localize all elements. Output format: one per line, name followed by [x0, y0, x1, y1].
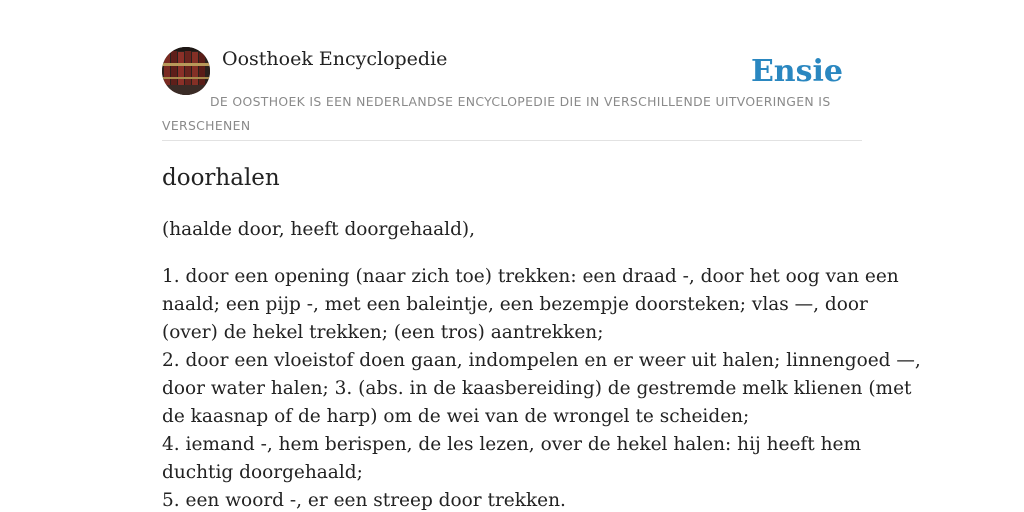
definition-line: de kaasnap of de harp) om de wei van de wrongel te scheiden;: [162, 406, 750, 427]
definition-line: 5. een woord -, er een streep door trekken.: [162, 490, 566, 511]
definition-line: 4. iemand -, hem berispen, de les lezen, over de hekel halen: hij heeft hem: [162, 434, 861, 455]
definition-line: 2. door een vloeistof doen gaan, indompelen en er weer uit halen; linnengoed —,: [162, 350, 921, 371]
site-name[interactable]: Oosthoek Encyclopedie: [222, 48, 448, 70]
entry-definition: [162, 263, 921, 512]
definition-line: duchtig doorgehaald;: [162, 462, 363, 483]
entry-intro: (haalde door, heeft doorgehaald),: [162, 219, 476, 240]
entry-title: doorhalen: [162, 165, 280, 191]
definition-line: (over) de hekel trekken; (een tros) aantrekken;: [162, 322, 604, 343]
site-header: [162, 46, 862, 141]
encyclopedia-books-icon[interactable]: [162, 47, 210, 95]
definition-line: door water halen; 3. (abs. in de kaasbereiding) de gestremde melk klienen (met: [162, 378, 912, 399]
definition-line: 1. door een opening (naar zich toe) trekken: een draad -, door het oog van een: [162, 266, 899, 287]
site-tagline: DE OOSTHOEK IS EEN NEDERLANDSE ENCYCLOPEDIE DIE IN VERSCHILLENDE UITVOERINGEN IS VERSCHENEN: [162, 94, 831, 133]
brand-logo[interactable]: Ensie: [750, 54, 843, 89]
definition-line: naald; een pijp -, met een baleintje, een bezempje doorsteken; vlas —, door: [162, 294, 868, 315]
